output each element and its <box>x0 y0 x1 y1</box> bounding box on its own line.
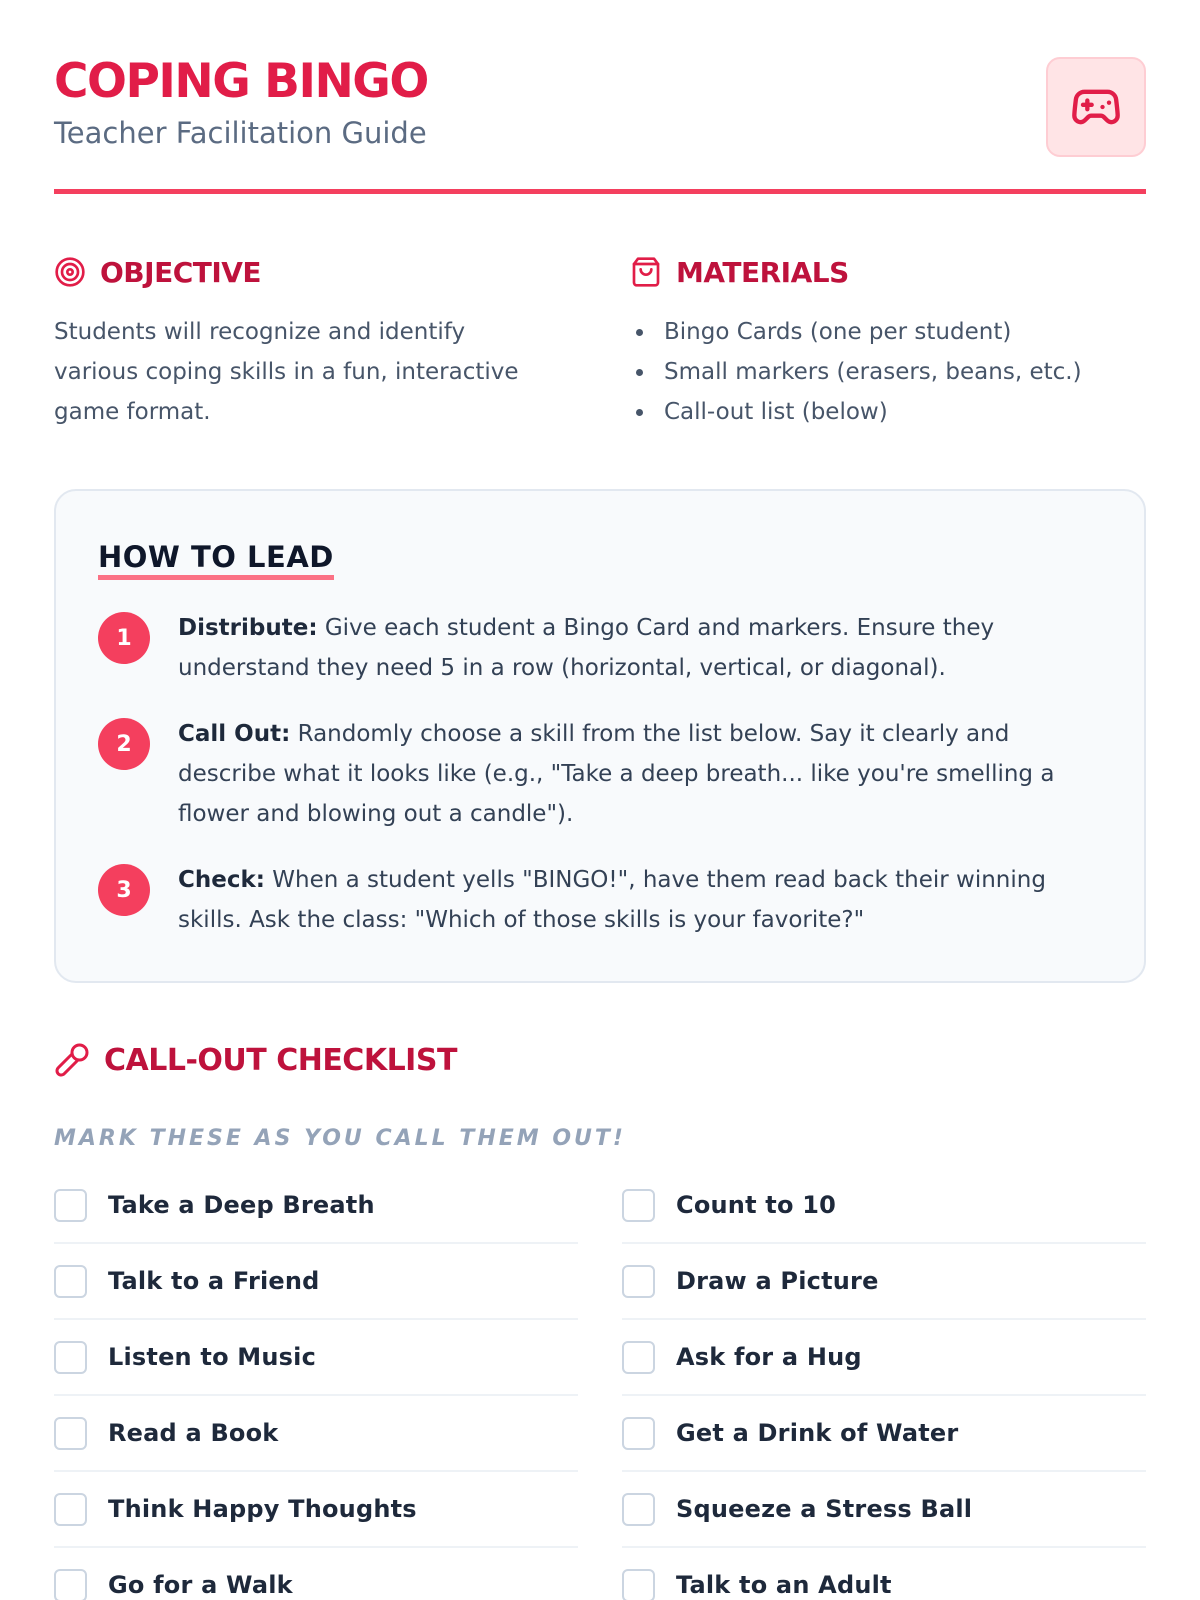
step-description: Randomly choose a skill from the list below. Say it clearly and describe what it looks like (e.g., "Take a deep breath... like you're smelling a flower and blowing out a candle"). <box>178 721 1055 827</box>
checklist-item-label: Talk to a Friend <box>108 1267 320 1295</box>
checklist-item-label: Read a Book <box>108 1419 279 1447</box>
materials-section <box>630 252 1130 432</box>
materials-item: Call-out list (below) <box>630 392 1130 432</box>
checkbox[interactable] <box>622 1265 655 1298</box>
objective-heading: OBJECTIVE <box>100 255 262 289</box>
step-text <box>178 714 1102 834</box>
checklist-item[interactable] <box>54 1472 578 1548</box>
checklist-item-label: Go for a Walk <box>108 1571 293 1599</box>
step-number-badge: 3 <box>98 864 150 916</box>
checkbox[interactable] <box>54 1189 87 1222</box>
checklist-item[interactable] <box>622 1548 1146 1600</box>
checklist-item[interactable] <box>54 1548 578 1600</box>
steps-list <box>98 608 1102 940</box>
materials-item: Small markers (erasers, beans, etc.) <box>630 352 1130 392</box>
step-item <box>98 714 1102 834</box>
checkbox[interactable] <box>622 1493 655 1526</box>
page-title: COPING BINGO <box>54 54 428 109</box>
checkbox[interactable] <box>622 1341 655 1374</box>
step-text <box>178 860 1102 940</box>
checklist-item[interactable] <box>622 1396 1146 1472</box>
checkbox[interactable] <box>54 1493 87 1526</box>
checklist-item[interactable] <box>622 1320 1146 1396</box>
checkbox[interactable] <box>622 1417 655 1450</box>
checkbox[interactable] <box>54 1569 87 1600</box>
checklist-item[interactable] <box>622 1472 1146 1548</box>
step-number-badge: 2 <box>98 718 150 770</box>
page-subtitle: Teacher Facilitation Guide <box>54 116 427 150</box>
objective-header <box>54 252 554 292</box>
materials-header <box>630 252 1130 292</box>
checklist-item[interactable] <box>622 1244 1146 1320</box>
checklist-item-label: Get a Drink of Water <box>676 1419 959 1447</box>
checkbox[interactable] <box>622 1569 655 1600</box>
checklist-grid <box>54 1168 1146 1600</box>
target-icon <box>54 256 86 288</box>
checkbox[interactable] <box>54 1417 87 1450</box>
objective-section <box>54 252 554 432</box>
how-to-lead-heading: HOW TO LEAD <box>98 539 334 580</box>
gamepad-badge <box>1046 57 1146 157</box>
step-number-badge: 1 <box>98 612 150 664</box>
step-description: When a student yells "BINGO!", have them read back their winning skills. Ask the class: "Which of those skills is your favorite?" <box>178 867 1046 933</box>
how-to-lead-panel <box>54 489 1146 983</box>
checklist-heading: CALL-OUT CHECKLIST <box>104 1042 457 1078</box>
checklist-item[interactable] <box>54 1320 578 1396</box>
checklist-item-label: Ask for a Hug <box>676 1343 862 1371</box>
step-label: Call Out: <box>178 721 291 747</box>
materials-list <box>630 312 1130 432</box>
checklist-item-label: Draw a Picture <box>676 1267 879 1295</box>
microphone-icon <box>54 1042 90 1078</box>
checklist-item-label: Listen to Music <box>108 1343 317 1371</box>
checklist-item[interactable] <box>54 1396 578 1472</box>
checkbox[interactable] <box>54 1265 87 1298</box>
checklist-item[interactable] <box>54 1168 578 1244</box>
checklist-item-label: Take a Deep Breath <box>108 1191 375 1219</box>
step-label: Check: <box>178 867 265 893</box>
step-label: Distribute: <box>178 615 318 641</box>
checkbox[interactable] <box>54 1341 87 1374</box>
checklist-item-label: Count to 10 <box>676 1191 837 1219</box>
checklist-item[interactable] <box>54 1244 578 1320</box>
checklist-header <box>54 1042 457 1078</box>
objective-text: Students will recognize and identify various coping skills in a fun, interactive game format. <box>54 319 519 425</box>
step-text <box>178 608 1102 688</box>
bag-icon <box>630 256 662 288</box>
materials-item: Bingo Cards (one per student) <box>630 312 1130 352</box>
checklist-item-label: Think Happy Thoughts <box>108 1495 417 1523</box>
checklist-subheading: MARK THESE AS YOU CALL THEM OUT! <box>54 1126 626 1151</box>
gamepad-icon <box>1070 81 1122 133</box>
info-section <box>54 252 1146 442</box>
checklist-item-label: Talk to an Adult <box>676 1571 892 1599</box>
step-description: Give each student a Bingo Card and markers. Ensure they understand they need 5 in a row (horizontal, vertical, or diagonal). <box>178 615 995 681</box>
checklist-item-label: Squeeze a Stress Ball <box>676 1495 973 1523</box>
step-item <box>98 860 1102 940</box>
checklist-item[interactable] <box>622 1168 1146 1244</box>
materials-heading: MATERIALS <box>676 255 849 289</box>
header <box>54 0 1146 194</box>
checkbox[interactable] <box>622 1189 655 1222</box>
step-item <box>98 608 1102 688</box>
